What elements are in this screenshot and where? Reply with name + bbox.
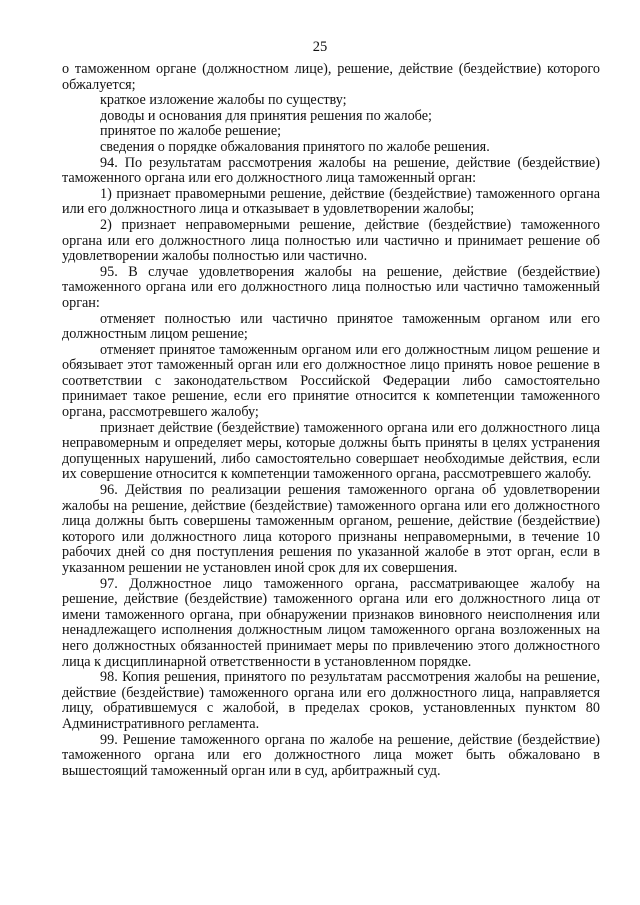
paragraph: принятое по жалобе решение; <box>100 123 282 140</box>
paragraph: о таможенном органе (должностном лице), решение, действие (бездействие) которого обжалуется; <box>62 61 600 93</box>
paragraph: 2) признает неправомерными решение, действие (бездействие) таможенного органа или его должностного лица полностью или частично и принимает решение об удовлетворении жалобы полностью или частично. <box>62 216 600 265</box>
paragraph: 96. Действия по реализации решения таможенного органа об удовлетворении жалобы на решение, действие (бездействие) таможенного органа или его должностного лица должны быть совершены таможенным органом, решение, действие (бездействие) которого или должностного лица которого признаны неправомерными, в течение 10 рабочих дней со дня поступления решения по указанной жалобе в этот орган, если в указанном решении не установлен иной срок для их совершения. <box>62 482 600 576</box>
paragraph: доводы и основания для принятия решения по жалобе; <box>100 107 432 124</box>
paragraph: признает действие (бездействие) таможенного органа или его должностного лица неправомерным и определяет меры, которые должны быть приняты в целях устранения допущенных нарушений, либо самостоятельно совершает необходимые действия, если их совершение относится к компетенции таможенного органа, рассмотревшего жалобу. <box>62 419 600 483</box>
paragraph: отменяет принятое таможенным органом или его должностным лицом решение и обязывает этот таможенный орган или его должностное лицо принять новое решение в соответствии с законодательством Российской Федерации либо самостоятельно принимает такое решение, если его принятие относится к компетенции таможенного органа, рассмотревшего жалобу; <box>62 341 600 421</box>
paragraph: отменяет полностью или частично принятое таможенным органом или его должностным лицом решение; <box>62 310 600 343</box>
page-number: 25 <box>312 39 328 55</box>
body-text <box>62 62 600 779</box>
paragraph: сведения о порядке обжалования принятого по жалобе решения. <box>100 138 490 155</box>
paragraph: 99. Решение таможенного органа по жалобе на решение, действие (бездействие) таможенного органа или его должностного лица может быть обжаловано в вышестоящий таможенный орган или в суд, арбитражный суд. <box>62 731 600 779</box>
paragraph: 95. В случае удовлетворения жалобы на решение, действие (бездействие) таможенного органа или его должностного лица полностью или частично таможенный орган: <box>62 263 600 311</box>
paragraph: 98. Копия решения, принятого по результатам рассмотрения жалобы на решение, действие (бездействие) таможенного органа или его должностного лица, направляется лицу, обратившемуся с жалобой, в пределах сроков, установленных пунктом 80 Административного регламента. <box>62 669 600 732</box>
paragraph: 94. По результатам рассмотрения жалобы на решение, действие (бездействие) таможенного органа или его должностного лица таможенный орган: <box>62 154 600 187</box>
paragraph: краткое изложение жалобы по существу; <box>100 92 347 109</box>
paragraph: 97. Должностное лицо таможенного органа, рассматривающее жалобу на решение, действие (бездействие) таможенного органа или его должностного лица от имени таможенного органа, при обнаружении признаков виновного неисполнения или ненадлежащего исполнения должностным лицом таможенного органа возложенных на него должностных обязанностей принимает меры по привлечению этого должностного лица к дисциплинарной ответственности в установленном порядке. <box>62 575 600 670</box>
paragraph: 1) признает правомерными решение, действие (бездействие) таможенного органа или его должностного лица и отказывает в удовлетворении жалобы; <box>62 185 600 218</box>
